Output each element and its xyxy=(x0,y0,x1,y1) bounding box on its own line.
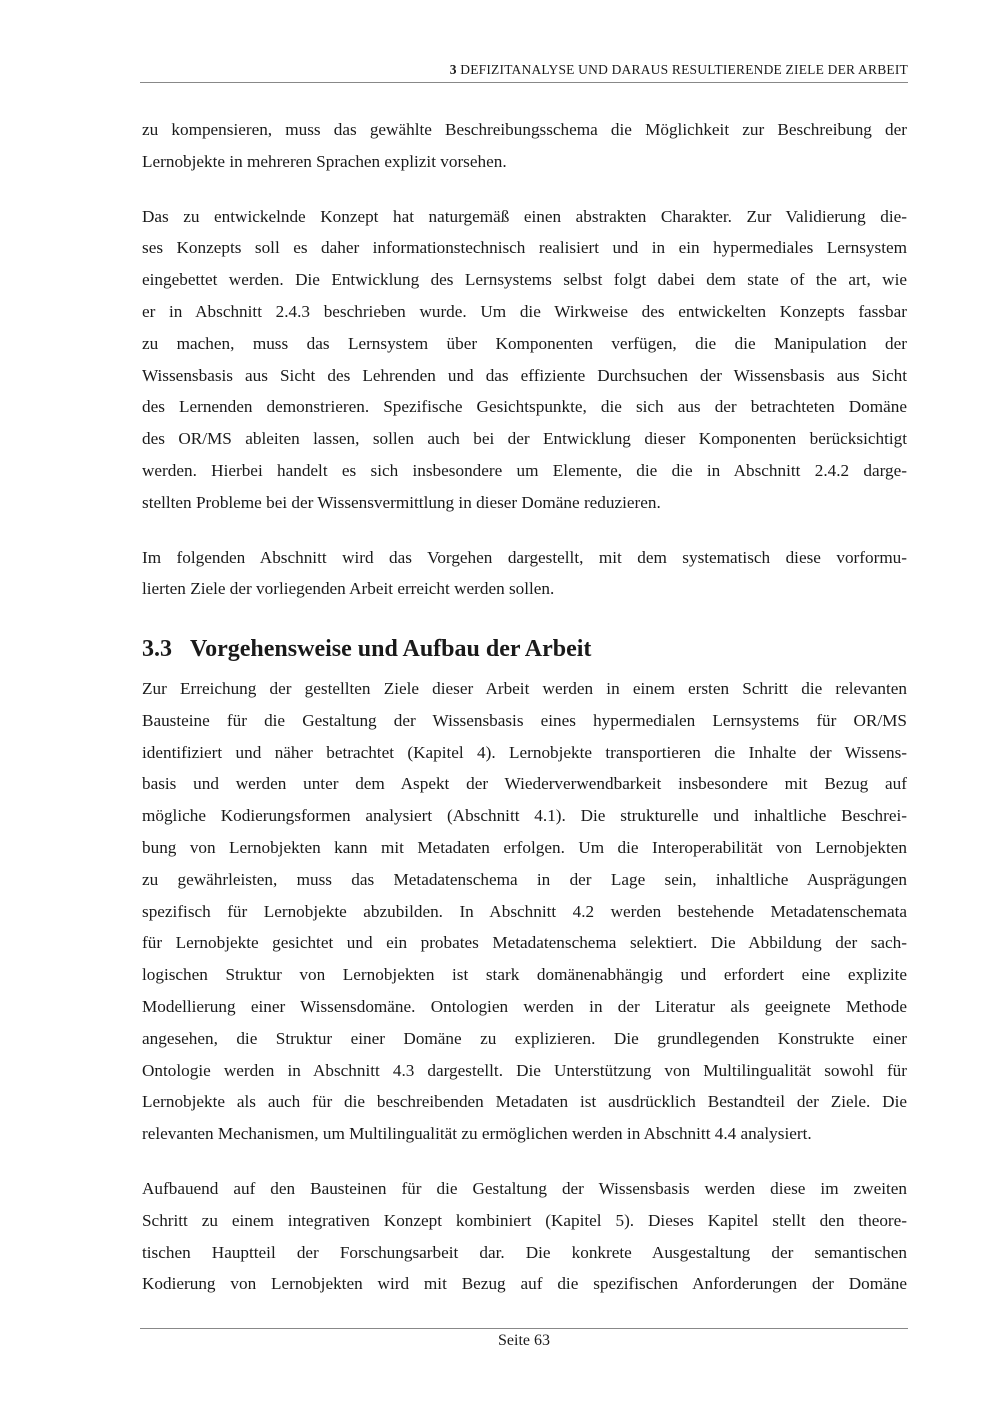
paragraph-gap xyxy=(142,1150,907,1173)
body-before-section xyxy=(142,114,907,605)
section-number: 3.3 xyxy=(142,636,172,662)
paragraph xyxy=(142,1173,907,1300)
text-line: bung von Lernobjekten kann mit Metadaten erfolgen. Um die Interoperabilität von Lernobjekten xyxy=(142,837,907,857)
text-line: Modellierung einer Wissensdomäne. Ontologien werden in der Literatur als geeignete Methode xyxy=(142,996,907,1016)
paragraph-gap xyxy=(142,178,907,201)
text-line: Ontologie werden in Abschnitt 4.3 dargestellt. Die Unterstützung von Multilingualität sowohl für xyxy=(142,1060,907,1080)
text-line: Lernobjekte in mehreren Sprachen explizit vorsehen. xyxy=(142,151,507,171)
text-line: mögliche Kodierungsformen analysiert (Abschnitt 4.1). Die strukturelle und inhaltliche Beschrei- xyxy=(142,806,907,826)
text-line: logischen Struktur von Lernobjekten ist stark domänenabhängig und erfordert eine explizite xyxy=(142,965,907,985)
text-line: zu machen, muss das Lernsystem über Komponenten verfügen, die die Manipulation der xyxy=(142,333,907,353)
paragraph-gap xyxy=(142,519,907,542)
text-line: Kodierung von Lernobjekten wird mit Bezug auf die spezifischen Anforderungen der Domäne xyxy=(142,1274,907,1294)
text-line: zu kompensieren, muss das gewählte Beschreibungsschema die Möglichkeit zur Beschreibung der xyxy=(142,120,907,139)
text-line: stellten Probleme bei der Wissensvermittlung in dieser Domäne reduzieren. xyxy=(142,492,661,512)
text-line: Schritt zu einem integrativen Konzept kombiniert (Kapitel 5). Dieses Kapitel stellt den theore- xyxy=(142,1210,907,1230)
text-line: Lernobjekte als auch für die beschreibenden Metadaten ist ausdrücklich Bestandteil der Ziele. Die xyxy=(142,1092,907,1112)
text-line: zu gewährleisten, muss das Metadatenschema in der Lage sein, inhaltliche Ausprägungen xyxy=(142,869,907,889)
text-line: Zur Erreichung der gestellten Ziele dieser Arbeit werden in einem ersten Schritt die relevanten xyxy=(142,679,907,698)
paragraph xyxy=(142,201,907,519)
text-line: Aufbauend auf den Bausteinen für die Gestaltung der Wissensbasis werden diese im zweiten xyxy=(142,1178,907,1198)
text-line: Wissensbasis aus Sicht des Lehrenden und das effiziente Durchsuchen der Wissensbasis aus Sicht xyxy=(142,365,907,385)
chapter-title: DEFIZITANALYSE UND DARAUS RESULTIERENDE ZIELE DER ARBEIT xyxy=(460,62,908,77)
text-line: er in Abschnitt 2.4.3 beschrieben wurde. Um die Wirkweise des entwickelten Konzepts fassbar xyxy=(142,301,907,321)
paragraph xyxy=(142,114,907,178)
section-heading-text xyxy=(142,622,907,676)
text-line: spezifisch für Lernobjekte abzubilden. In Abschnitt 4.2 werden bestehende Metadatenschemata xyxy=(142,901,907,921)
paragraph xyxy=(142,542,907,606)
text-line: eingebettet werden. Die Entwicklung des Lernsystems selbst folgt dabei dem state of the art, wie xyxy=(142,270,907,290)
running-header xyxy=(140,62,908,78)
text-line: Bausteine für die Gestaltung der Wissensbasis eines hypermedialen Lernsystems für OR/MS xyxy=(142,710,907,730)
text-line: angesehen, die Struktur einer Domäne zu explizieren. Die grundlegenden Konstrukte einer xyxy=(142,1028,907,1048)
section-heading xyxy=(142,622,907,676)
text-line: Im folgenden Abschnitt wird das Vorgehen dargestellt, mit dem systematisch diese vorformu- xyxy=(142,547,907,567)
page-number: Seite 63 xyxy=(498,1332,550,1349)
text-line: werden. Hierbei handelt es sich insbesondere um Elemente, die die in Abschnitt 2.4.2 darge- xyxy=(142,460,907,480)
paragraph xyxy=(142,673,907,1150)
text-line: ses Konzepts soll es daher informationstechnisch realisiert und in ein hypermediales Lernsystem xyxy=(142,238,907,258)
header-rule xyxy=(140,82,908,83)
text-line: lierten Ziele der vorliegenden Arbeit erreicht werden sollen. xyxy=(142,579,555,599)
footer-rule xyxy=(140,1328,908,1329)
text-line: Das zu entwickelnde Konzept hat naturgemäß einen abstrakten Charakter. Zur Validierung die- xyxy=(142,206,907,226)
section-title: Vorgehensweise und Aufbau der Arbeit xyxy=(190,636,592,662)
text-line: relevanten Mechanismen, um Multilingualität zu ermöglichen werden in Abschnitt 4.4 analysiert. xyxy=(142,1124,812,1144)
text-line: tischen Hauptteil der Forschungsarbeit dar. Die konkrete Ausgestaltung der semantischen xyxy=(142,1242,907,1262)
body-after-section xyxy=(142,673,907,1300)
chapter-number: 3 xyxy=(449,62,457,77)
text-line: des Lernenden demonstrieren. Spezifische Gesichtspunkte, die sich aus der betrachteten Domäne xyxy=(142,397,907,417)
text-line: basis und werden unter dem Aspekt der Wiederverwendbarkeit insbesondere mit Bezug auf xyxy=(142,774,907,794)
text-line: für Lernobjekte gesichtet und ein probates Metadatenschema selektiert. Die Abbildung der sach- xyxy=(142,933,907,953)
text-line: des OR/MS ableiten lassen, sollen auch bei der Entwicklung dieser Komponenten berücksichtigt xyxy=(142,429,907,449)
text-line: identifiziert und näher betrachtet (Kapitel 4). Lernobjekte transportieren die Inhalte der Wissens- xyxy=(142,742,907,762)
